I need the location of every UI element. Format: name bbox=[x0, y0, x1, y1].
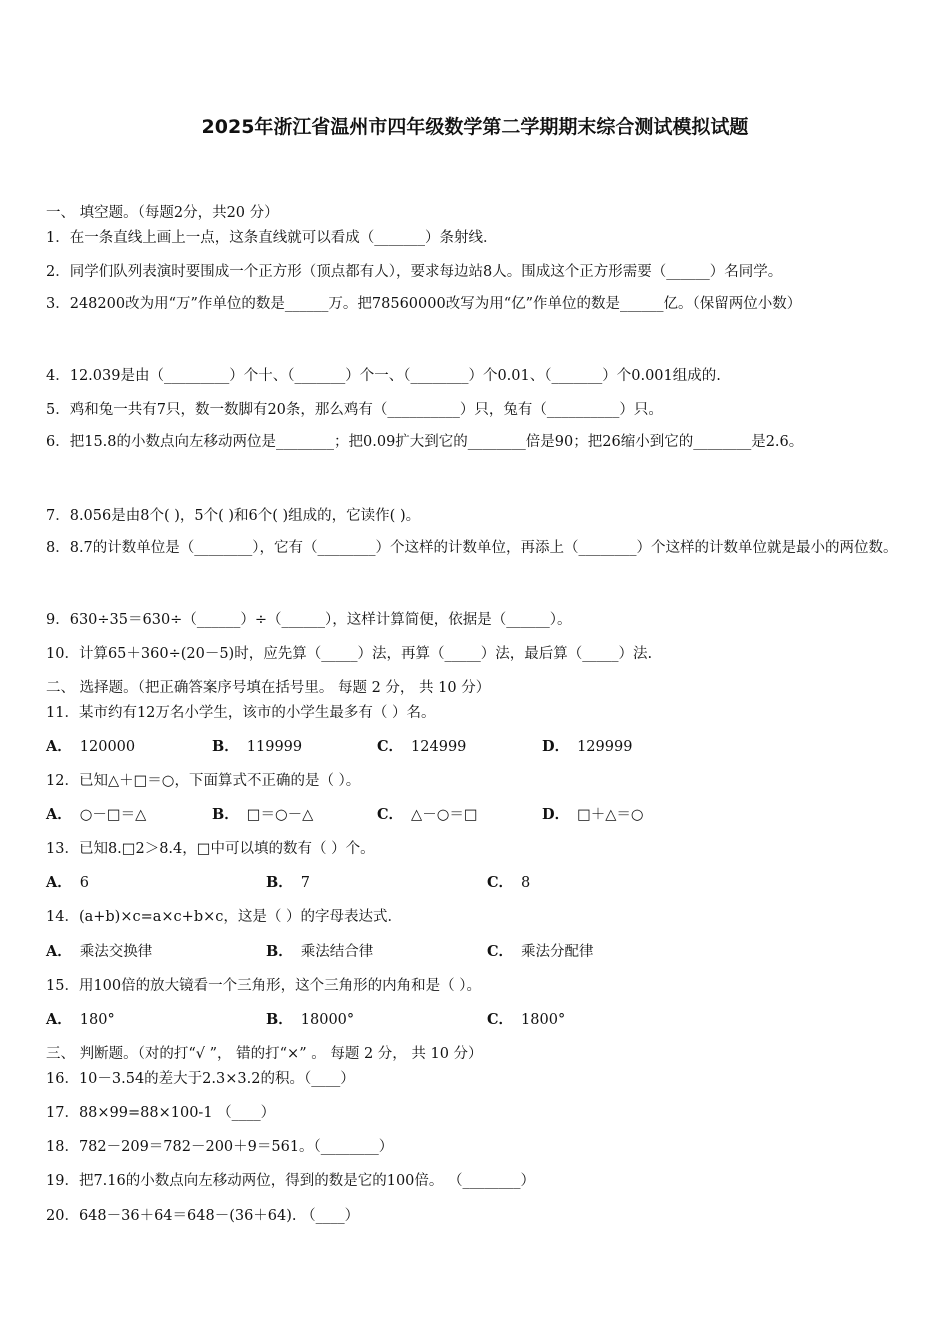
q12-option-b-text: □＝○－△ bbox=[246, 807, 314, 823]
q14-option-c bbox=[487, 942, 594, 962]
q11-option-b-text: 119999 bbox=[246, 739, 303, 755]
q11-option-d-letter: D． bbox=[542, 738, 570, 755]
q11-option-a bbox=[46, 737, 135, 757]
q14-option-a bbox=[46, 942, 152, 962]
q14-option-b-letter: B． bbox=[266, 943, 293, 960]
q15-option-b-letter: B． bbox=[266, 1011, 293, 1028]
q14-option-b bbox=[266, 942, 373, 962]
q13-option-a-text: 6 bbox=[79, 875, 89, 891]
q11-option-c-text: 124999 bbox=[411, 739, 467, 755]
q13-option-a bbox=[46, 873, 89, 893]
question-3: 3．248200改为用“万”作单位的数是______万。把78560000改写为用“亿”作单位的数是______亿。（保留两位小数） bbox=[46, 296, 802, 312]
q14-option-a-text: 乘法交换律 bbox=[79, 944, 153, 960]
q13-option-b-text: 7 bbox=[300, 875, 310, 891]
q12-option-c-letter: C． bbox=[377, 806, 404, 823]
question-19: 19．把7.16的小数点向左移动两位，得到的数是它的100倍。 （________） bbox=[46, 1173, 536, 1189]
q14-option-a-letter: A． bbox=[46, 943, 72, 960]
q11-option-d bbox=[542, 737, 632, 757]
q12-option-a-text: ○－□＝△ bbox=[79, 807, 147, 823]
q12-option-d-text: □＋△＝○ bbox=[577, 807, 644, 823]
question-1: 1．在一条直线上画上一点，这条直线就可以看成（_______）条射线． bbox=[46, 230, 498, 246]
q15-option-c-letter: C． bbox=[487, 1011, 514, 1028]
q15-option-b bbox=[266, 1010, 354, 1030]
question-10: 10．计算65＋360÷(20－5)时，应先算（_____）法，再算（_____）法，最后算（_____）法. bbox=[46, 646, 653, 662]
section-header-fill-in: 一、 填空题。（每题2分，共20 分） bbox=[46, 205, 279, 221]
question-8: 8．8.7的计数单位是（________），它有（________）个这样的计数单位，再添上（________）个这样的计数单位就是最小的两位数。 bbox=[46, 540, 898, 556]
q11-option-a-text: 120000 bbox=[79, 739, 136, 755]
q15-option-c bbox=[487, 1010, 565, 1030]
q15-option-b-text: 18000° bbox=[300, 1012, 355, 1028]
q11-option-b-letter: B． bbox=[212, 738, 239, 755]
question-11-stem: 11．某市约有12万名小学生，该市的小学生最多有（ ）名。 bbox=[46, 705, 436, 721]
question-2: 2．同学们队列表演时要围成一个正方形（顶点都有人），要求每边站8人。围成这个正方形需要（______）名同学。 bbox=[46, 264, 783, 280]
question-12-stem: 12．已知△＋□＝○，下面算式不正确的是（ ）。 bbox=[46, 773, 361, 789]
q13-option-c bbox=[487, 873, 530, 893]
q11-option-b bbox=[212, 737, 302, 757]
q12-option-c bbox=[377, 805, 478, 825]
q13-option-b-letter: B． bbox=[266, 874, 293, 891]
q13-option-c-text: 8 bbox=[521, 875, 531, 891]
q13-option-a-letter: A． bbox=[46, 874, 72, 891]
question-7: 7．8.056是由8个( )，5个( )和6个( )组成的，它读作( )。 bbox=[46, 508, 421, 524]
page-title: 2025年浙江省温州市四年级数学第二学期期末综合测试模拟试题 bbox=[201, 116, 749, 138]
q13-option-b bbox=[266, 873, 310, 893]
q12-option-a bbox=[46, 805, 146, 825]
q12-option-b bbox=[212, 805, 313, 825]
q14-option-c-text: 乘法分配律 bbox=[521, 944, 594, 960]
q12-option-a-letter: A． bbox=[46, 806, 72, 823]
question-13-stem: 13．已知8.□2＞8.4，□中可以填的数有（ ）个。 bbox=[46, 841, 375, 857]
q12-option-c-text: △－○＝□ bbox=[411, 807, 478, 823]
question-9: 9．630÷35＝630÷（______）÷（______），这样计算简便，依据是（______）。 bbox=[46, 612, 572, 628]
question-20: 20．648－36＋64＝648－(36＋64). （____） bbox=[46, 1208, 360, 1224]
q15-option-a bbox=[46, 1010, 115, 1030]
question-6: 6．把15.8的小数点向左移动两位是________；把0.09扩大到它的________倍是90；把26缩小到它的________是2.6。 bbox=[46, 434, 804, 450]
question-5: 5．鸡和兔一共有7只，数一数脚有20条，那么鸡有（__________）只，兔有（__________）只。 bbox=[46, 402, 663, 418]
question-18: 18．782－209＝782－200＋9＝561。（________） bbox=[46, 1139, 394, 1155]
q13-option-c-letter: C． bbox=[487, 874, 514, 891]
q12-option-d bbox=[542, 805, 644, 825]
question-17: 17．88×99=88×100-1 （____） bbox=[46, 1105, 276, 1121]
q14-option-c-letter: C． bbox=[487, 943, 514, 960]
q11-option-c bbox=[377, 737, 466, 757]
section-header-choice: 二、 选择题。（把正确答案序号填在括号里。 每题 2 分， 共 10 分） bbox=[46, 680, 491, 696]
q11-option-c-letter: C． bbox=[377, 738, 404, 755]
question-15-stem: 15．用100倍的放大镜看一个三角形，这个三角形的内角和是（ ）。 bbox=[46, 978, 481, 994]
question-16: 16．10－3.54的差大于2.3×3.2的积。（____） bbox=[46, 1071, 355, 1087]
q15-option-c-text: 1800° bbox=[521, 1012, 566, 1028]
section-header-judgment: 三、 判断题。（对的打“√ ”， 错的打“×” 。 每题 2 分， 共 10 分） bbox=[46, 1046, 483, 1062]
q12-option-b-letter: B． bbox=[212, 806, 239, 823]
q14-option-b-text: 乘法结合律 bbox=[300, 944, 374, 960]
q12-option-d-letter: D． bbox=[542, 806, 570, 823]
q11-option-d-text: 129999 bbox=[577, 739, 633, 755]
q15-option-a-letter: A． bbox=[46, 1011, 72, 1028]
q15-option-a-text: 180° bbox=[79, 1012, 115, 1028]
question-4: 4．12.039是由（_________）个十、（_______）个一、（________）个0.01、（_______）个0.001组成的. bbox=[46, 368, 721, 384]
q11-option-a-letter: A． bbox=[46, 738, 72, 755]
question-14-stem: 14．(a+b)×c=a×c+b×c，这是（ ）的字母表达式． bbox=[46, 909, 402, 925]
